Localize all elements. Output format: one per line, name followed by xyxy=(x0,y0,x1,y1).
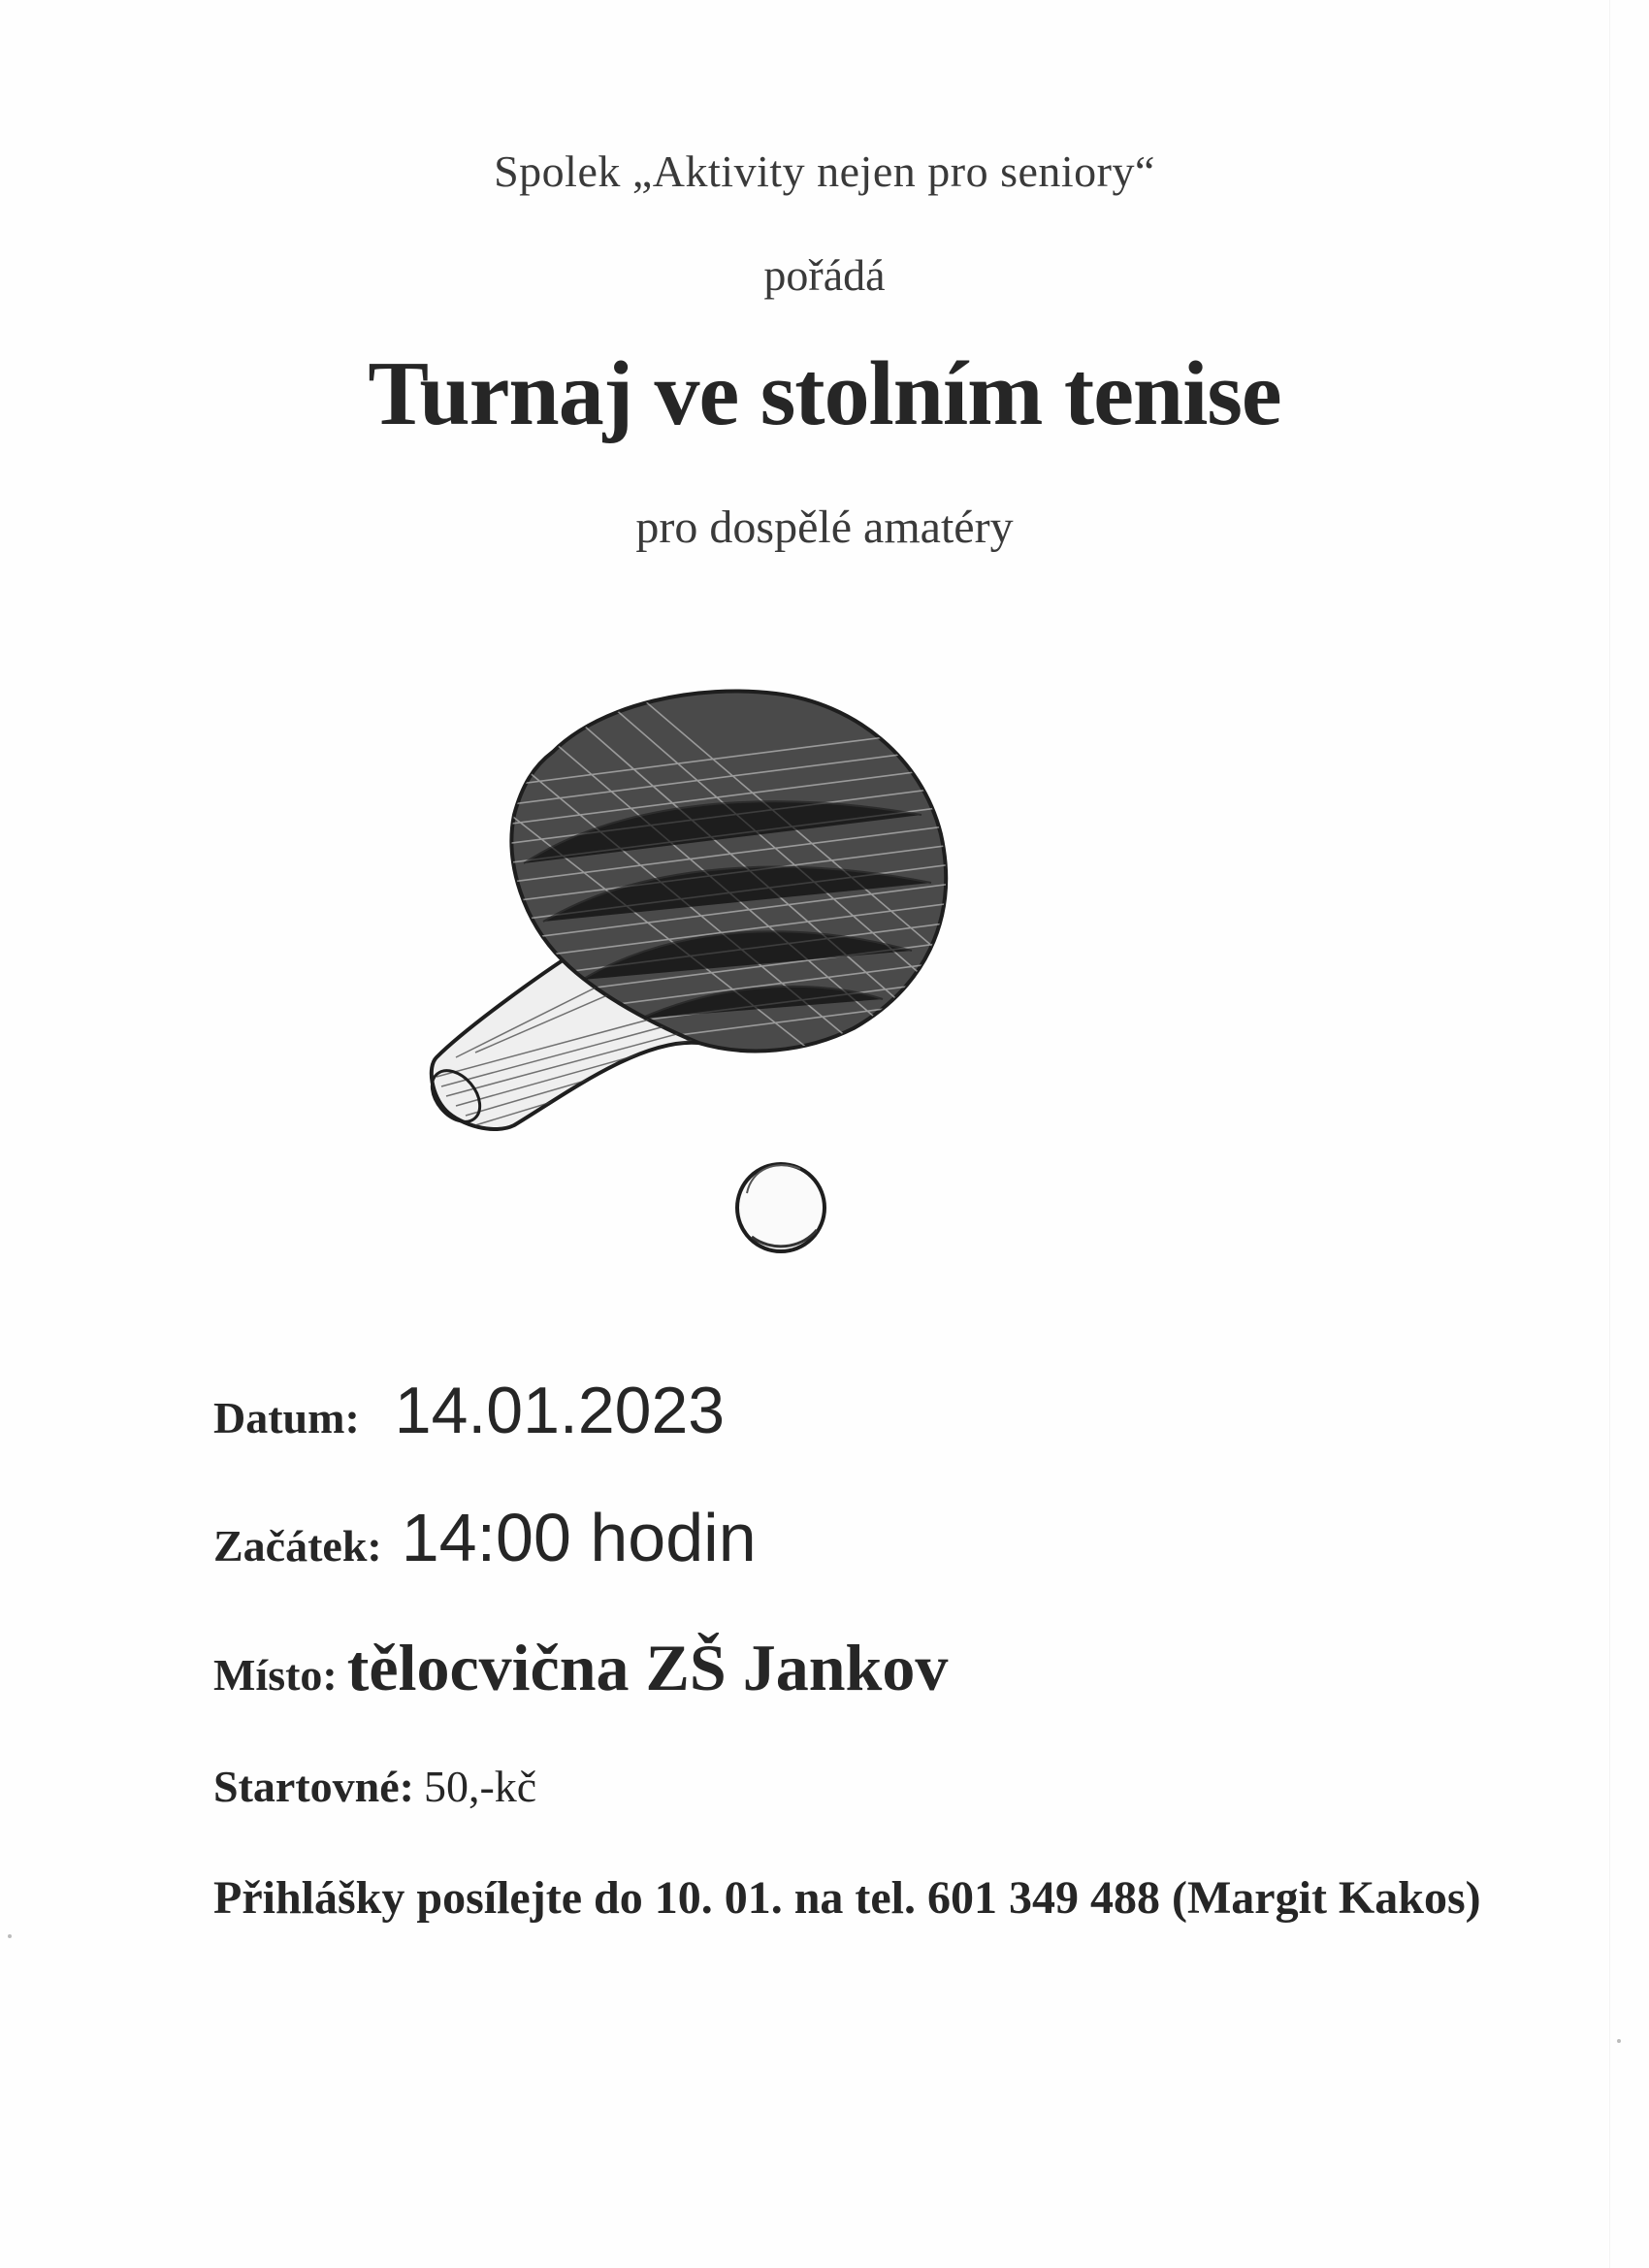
place-value: tělocvična ZŠ Jankov xyxy=(346,1631,949,1704)
poster-subtitle: pro dospělé amatéry xyxy=(635,502,1014,553)
organizer-line: Spolek „Aktivity nejen pro seniory“ xyxy=(494,146,1155,196)
start-value: 14:00 hodin xyxy=(401,1500,757,1575)
table-tennis-paddle-and-ball-icon xyxy=(417,669,1154,1290)
date-label: Datum: xyxy=(213,1393,360,1442)
fee-row xyxy=(213,1761,536,1812)
poster-title: Turnaj ve stolním tenise xyxy=(368,343,1281,444)
date-row xyxy=(213,1373,725,1448)
scan-edge-line xyxy=(1609,0,1610,2268)
start-label: Začátek: xyxy=(213,1521,382,1571)
scan-speck xyxy=(1617,2039,1621,2043)
start-row xyxy=(213,1499,757,1576)
scan-speck xyxy=(8,1934,12,1938)
registration-info: Přihlášky posílejte do 10. 01. na tel. 601 349 488 (Margit Kakos) xyxy=(213,1872,1481,1924)
presents-line: pořádá xyxy=(763,250,886,300)
place-label: Místo: xyxy=(213,1650,338,1700)
date-value: 14.01.2023 xyxy=(394,1374,726,1447)
fee-value: 50,-kč xyxy=(423,1762,537,1811)
fee-label: Startovné: xyxy=(213,1762,414,1811)
ball xyxy=(737,1164,824,1251)
place-row xyxy=(213,1630,948,1706)
